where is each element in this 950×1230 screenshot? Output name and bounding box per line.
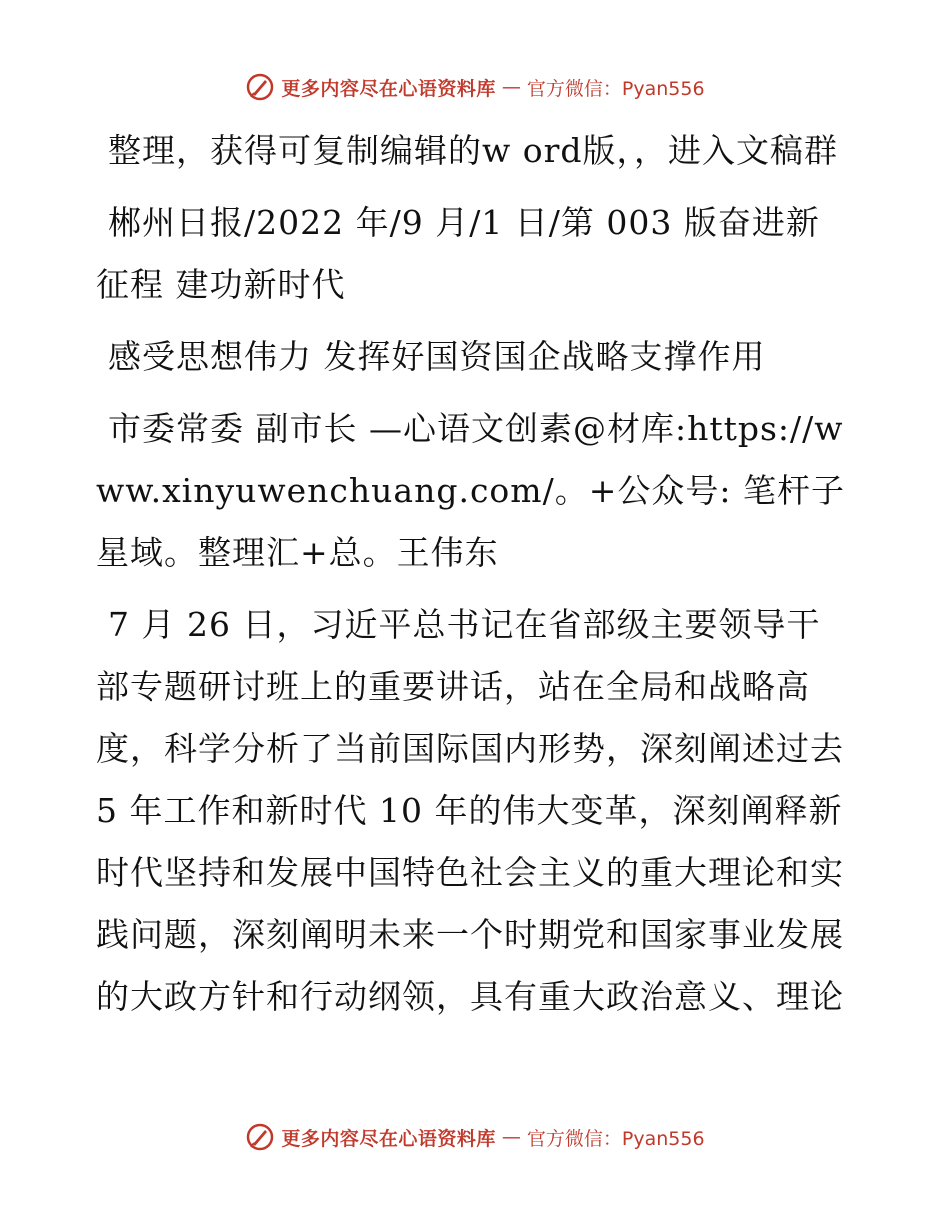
footer-watermark [0,1122,950,1152]
watermark-separator: — [501,1126,521,1148]
quill-logo-icon [245,1122,275,1152]
paragraph-headline: 感受思想伟力 发挥好国资国企战略支撑作用 [108,337,766,376]
header-watermark [0,72,950,102]
watermark-main-text: 更多内容尽在心语资料库 [281,77,496,100]
watermark-wechat-text: 官方微信：Pyan556 [526,77,705,100]
watermark-wechat-text: 官方微信：Pyan556 [526,1127,705,1150]
document-body [96,120,852,1038]
paragraph-content: 7 月 26 日，习近平总书记在省部级主要领导干部专题研讨班上的重要讲话，站在全局和战略高度，科学分析了当前国际国内形势，深刻阐述过去 5 年工作和新时代 10 年的伟大变革，深刻阐释新时代坚持和发展中国特色社会主义的重大理论和实践问题，深刻阐明未来一个时期党和国家事业发展的大政方针和行动纲领，具有重大政治意义、理论 [96,605,844,1016]
quill-logo-icon [245,72,275,102]
watermark-separator: — [501,76,521,98]
paragraph-source: 郴州日报/2022 年/9 月/1 日/第 003 版奋进新征程 建功新时代 [96,203,820,304]
paragraph-intro: 整理，获得可复制编辑的w ord版，，进入文稿群 [108,131,839,170]
paragraph-author: 市委常委 副市长 —心语文创素@材库:https://www.xinyuwenchuang.com/。+公众号: 笔杆子星域。整理汇+总。王伟东 [96,409,845,572]
watermark-main-text: 更多内容尽在心语资料库 [281,1127,496,1150]
